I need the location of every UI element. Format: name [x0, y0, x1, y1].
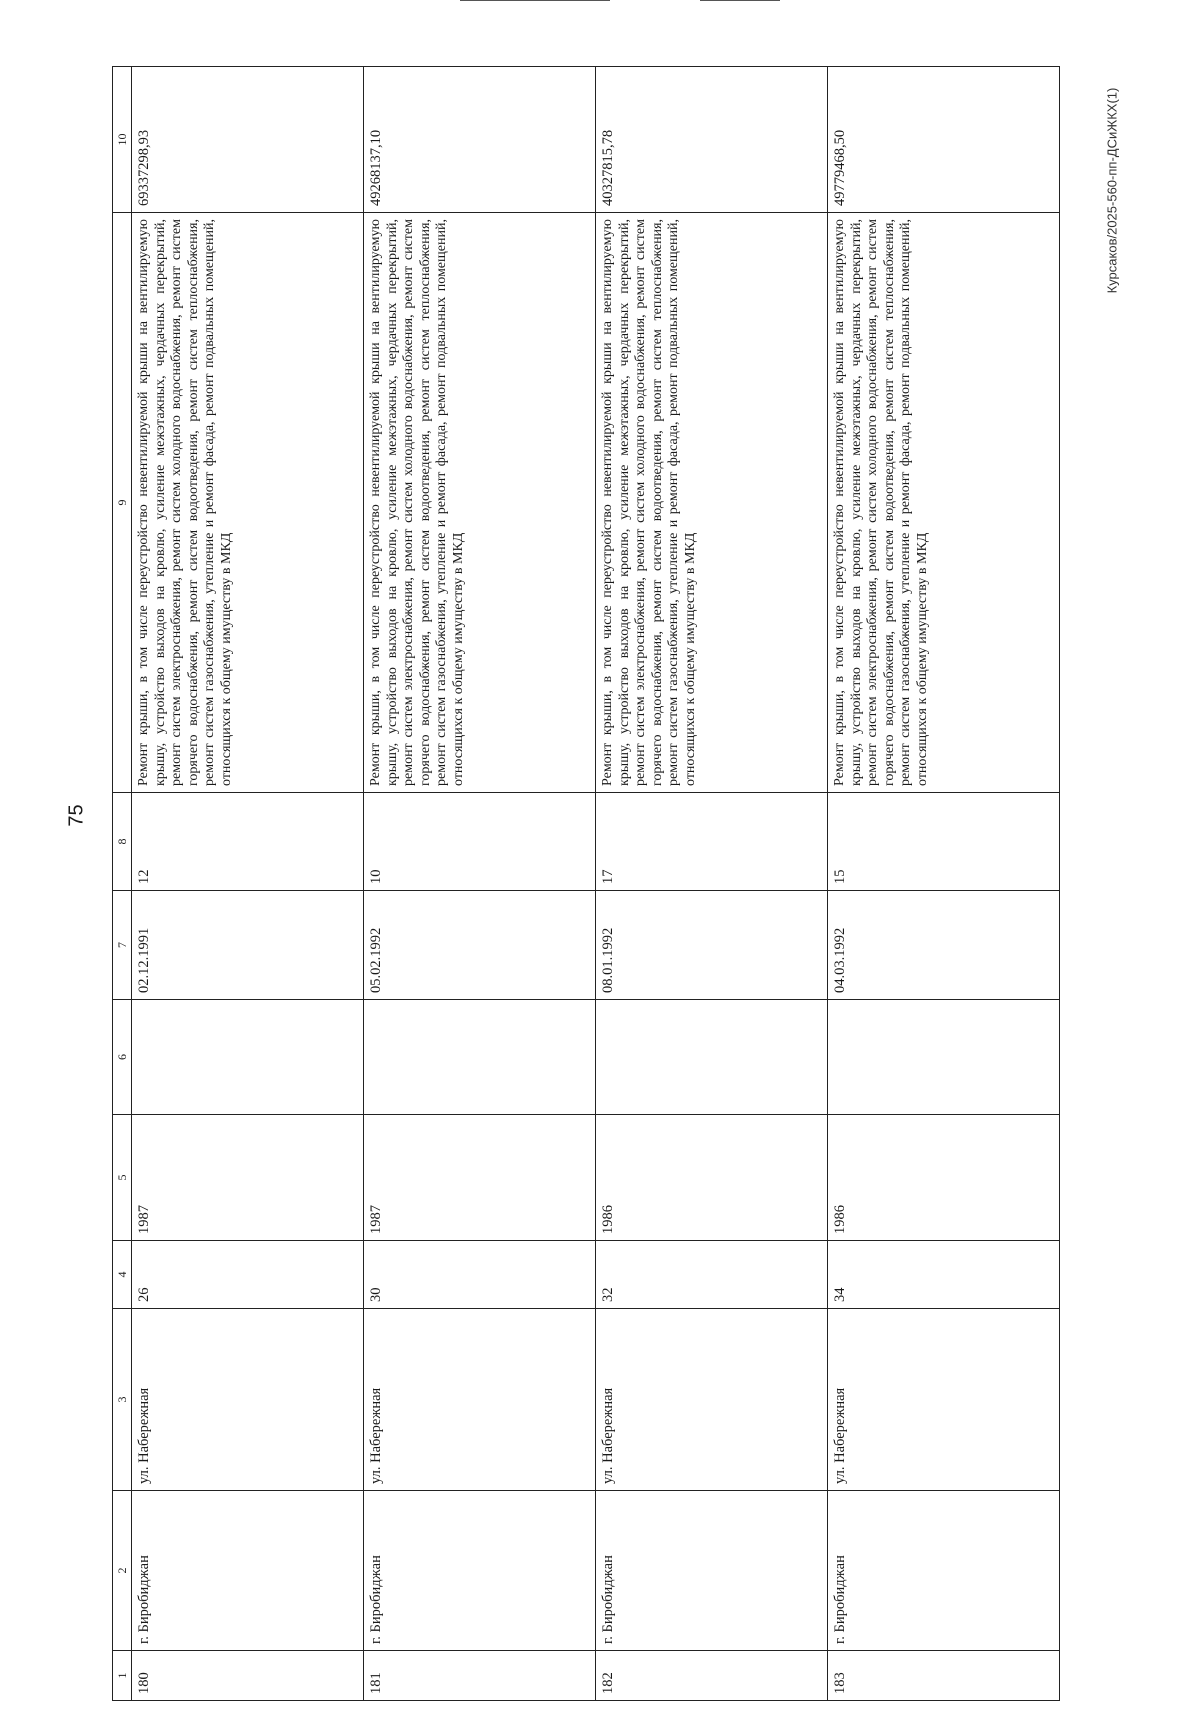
works-description-cell: Ремонт крыши, в том числе переустройство невентилируемой крыши на вентилируемую крышу, устройство выходов на кровлю, усиление межэтажных, чердачных перекрытий, ремонт систем электроснабжения, ремонт систем холодного водоснабжения, ремонт систем горячего водоснабжения, ремонт систем водоотведения, ремонт систем теплоснабжения, ремонт систем газоснабжения, утепление и ремонт фасада, ремонт подвальных помещений, относящихся к общему имуществу в МКД	[828, 213, 1060, 793]
date-cell: 05.02.1992	[364, 891, 596, 1000]
row-number: 180	[132, 1651, 364, 1701]
column-header: 2	[113, 1491, 132, 1651]
table-row	[828, 67, 1060, 1701]
cost-cell: 49268137,10	[364, 67, 596, 213]
column-header: 10	[113, 67, 132, 213]
page-number: 75	[65, 803, 88, 827]
row-number: 183	[828, 1651, 1060, 1701]
year-cell: 1987	[364, 1115, 596, 1241]
cost-cell: 49779468,50	[828, 67, 1060, 213]
floors-cell: 10	[364, 793, 596, 891]
year-cell: 1987	[132, 1115, 364, 1241]
empty-cell	[828, 1000, 1060, 1115]
street-cell: ул. Набережная	[828, 1309, 1060, 1491]
house-number-cell: 26	[132, 1241, 364, 1309]
year-cell: 1986	[596, 1115, 828, 1241]
city-cell: г. Биробиджан	[596, 1491, 828, 1651]
floors-cell: 12	[132, 793, 364, 891]
column-header: 7	[113, 891, 132, 1000]
table-row	[132, 67, 364, 1701]
empty-cell	[132, 1000, 364, 1115]
city-cell: г. Биробиджан	[132, 1491, 364, 1651]
house-number-cell: 34	[828, 1241, 1060, 1309]
row-number: 182	[596, 1651, 828, 1701]
row-number: 181	[364, 1651, 596, 1701]
scan-edge-line	[700, 0, 780, 1]
empty-cell	[596, 1000, 828, 1115]
table-row	[364, 67, 596, 1701]
repair-program-table	[112, 66, 1060, 1701]
cost-cell: 40327815,78	[596, 67, 828, 213]
street-cell: ул. Набережная	[596, 1309, 828, 1491]
rotated-table-wrapper	[112, 67, 1060, 1701]
city-cell: г. Биробиджан	[364, 1491, 596, 1651]
column-header: 6	[113, 1000, 132, 1115]
scan-edge-line	[460, 0, 610, 1]
date-cell: 04.03.1992	[828, 891, 1060, 1000]
street-cell: ул. Набережная	[132, 1309, 364, 1491]
year-cell: 1986	[828, 1115, 1060, 1241]
column-header: 3	[113, 1309, 132, 1491]
column-header: 5	[113, 1115, 132, 1241]
column-header: 9	[113, 213, 132, 793]
street-cell: ул. Набережная	[364, 1309, 596, 1491]
cost-cell: 69337298,93	[132, 67, 364, 213]
date-cell: 08.01.1992	[596, 891, 828, 1000]
column-number-header-row	[113, 67, 132, 1701]
house-number-cell: 32	[596, 1241, 828, 1309]
house-number-cell: 30	[364, 1241, 596, 1309]
works-description-cell: Ремонт крыши, в том числе переустройство невентилируемой крыши на вентилируемую крышу, устройство выходов на кровлю, усиление межэтажных, чердачных перекрытий, ремонт систем электроснабжения, ремонт систем холодного водоснабжения, ремонт систем горячего водоснабжения, ремонт систем водоотведения, ремонт систем теплоснабжения, ремонт систем газоснабжения, утепление и ремонт фасада, ремонт подвальных помещений, относящихся к общему имуществу в МКД	[132, 213, 364, 793]
date-cell: 02.12.1991	[132, 891, 364, 1000]
city-cell: г. Биробиджан	[828, 1491, 1060, 1651]
column-header: 1	[113, 1651, 132, 1701]
table-row	[596, 67, 828, 1701]
floors-cell: 15	[828, 793, 1060, 891]
column-header: 8	[113, 793, 132, 891]
column-header: 4	[113, 1241, 132, 1309]
floors-cell: 17	[596, 793, 828, 891]
document-code: Курсаков/2025-560-пп-ДСиЖКХ(1)	[1104, 87, 1120, 293]
empty-cell	[364, 1000, 596, 1115]
works-description-cell: Ремонт крыши, в том числе переустройство невентилируемой крыши на вентилируемую крышу, устройство выходов на кровлю, усиление межэтажных, чердачных перекрытий, ремонт систем электроснабжения, ремонт систем холодного водоснабжения, ремонт систем горячего водоснабжения, ремонт систем водоотведения, ремонт систем теплоснабжения, ремонт систем газоснабжения, утепление и ремонт фасада, ремонт подвальных помещений, относящихся к общему имуществу в МКД	[596, 213, 828, 793]
works-description-cell: Ремонт крыши, в том числе переустройство невентилируемой крыши на вентилируемую крышу, устройство выходов на кровлю, усиление межэтажных, чердачных перекрытий, ремонт систем электроснабжения, ремонт систем холодного водоснабжения, ремонт систем горячего водоснабжения, ремонт систем водоотведения, ремонт систем теплоснабжения, ремонт систем газоснабжения, утепление и ремонт фасада, ремонт подвальных помещений, относящихся к общему имуществу в МКД	[364, 213, 596, 793]
